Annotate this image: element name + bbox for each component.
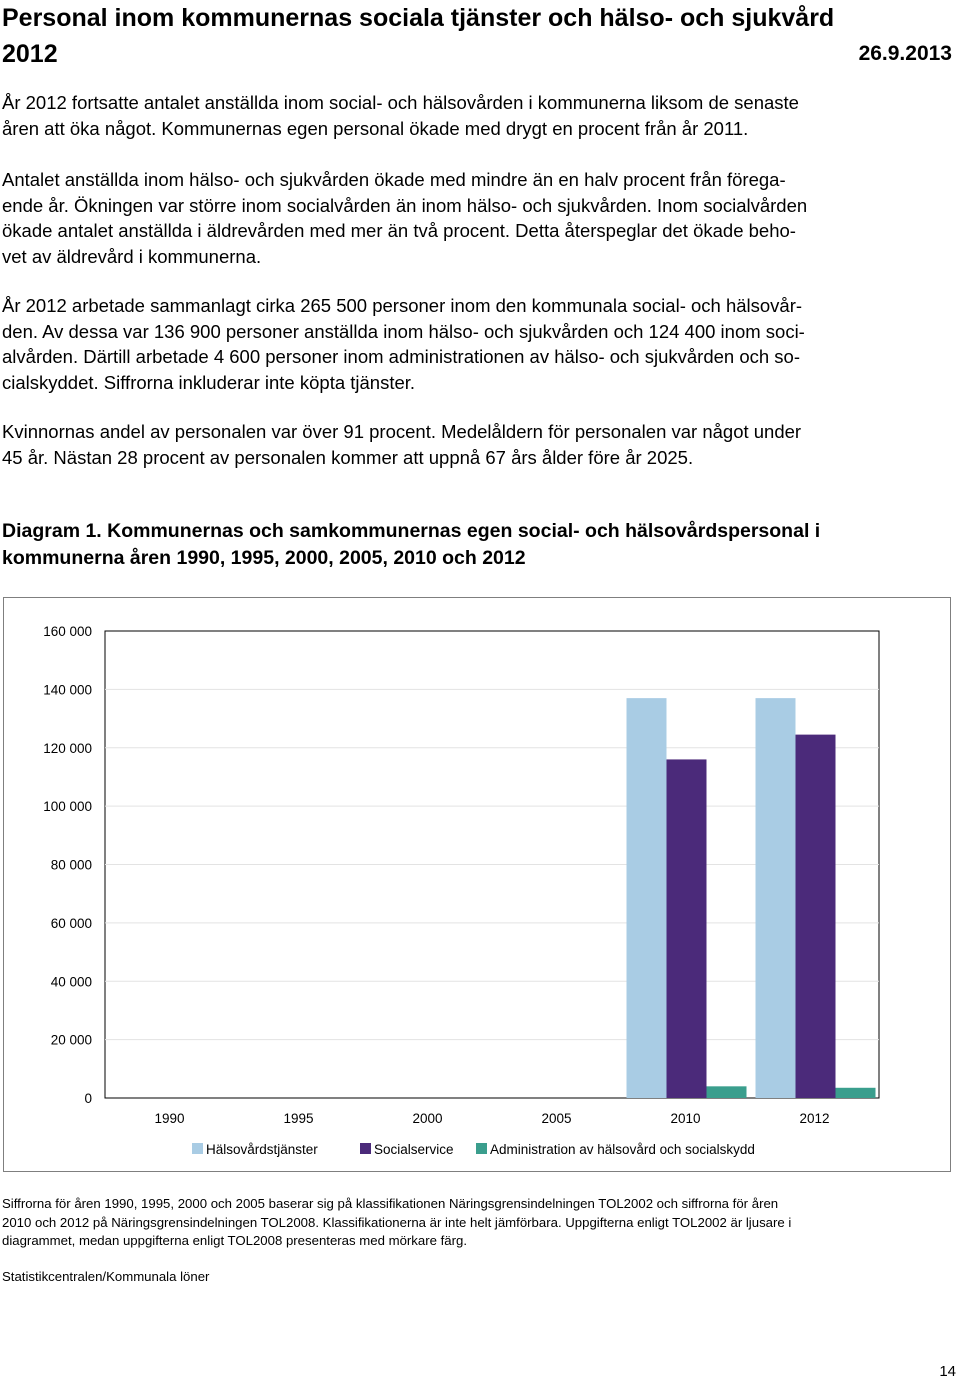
bar	[836, 1088, 876, 1098]
page-number: 14	[939, 1363, 956, 1380]
bar-chart	[4, 598, 950, 1171]
bar	[756, 698, 796, 1098]
paragraph-line: År 2012 fortsatte antalet anställda inom social- och hälsovården i kommunerna liksom de senaste	[2, 92, 799, 113]
paragraph-line: Antalet anställda inom hälso- och sjukvården ökade med mindre än en halv procent från förega-	[2, 169, 786, 190]
diagram-label: Diagram 1.	[2, 520, 102, 542]
x-tick-label: 1995	[283, 1111, 314, 1126]
footnote-line: 2010 och 2012 på Näringsgrensindelningen TOL2008. Klassifikationerna är inte helt jämförbara. Uppgifterna enligt TOL2002 är ljusare i	[2, 1214, 792, 1230]
x-tick-label: 2010	[670, 1111, 701, 1126]
bar	[707, 1086, 747, 1098]
paragraph-line: cialskyddet. Siffrorna inkluderar inte köpta tjänster.	[2, 371, 416, 393]
footnote-line: diagrammet, medan uppgifterna enligt TOL2008 presenteras med mörkare färg.	[2, 1233, 467, 1248]
paragraph-4	[2, 419, 954, 470]
paragraph-line: åren att öka något. Kommunernas egen personal ökade med drygt en procent från år 2011.	[2, 117, 749, 139]
footnote-line: Siffrorna för åren 1990, 1995, 2000 och 2005 baserar sig på klassifikationen Näringsgrensindelningen TOL2002 och siffrorna för åren	[2, 1196, 779, 1211]
x-tick-label: 2005	[541, 1111, 572, 1126]
y-tick-label: 140 000	[43, 682, 92, 698]
paragraph-3	[2, 293, 954, 395]
y-tick-label: 20 000	[50, 1032, 92, 1048]
bar	[796, 735, 836, 1098]
y-tick-label: 60 000	[50, 915, 92, 931]
title-year: 2012	[2, 40, 58, 68]
page-title	[2, 0, 952, 72]
paragraph-line: ende år. Ökningen var större inom socialvården än inom hälso- och sjukvården. Inom socialvården	[2, 194, 808, 216]
legend-label: Administration av hälsovård och socialskydd	[490, 1142, 755, 1157]
diagram-title-line-2: kommunerna åren 1990, 1995, 2000, 2005, 2010 och 2012	[2, 547, 526, 569]
paragraph-line: Kvinnornas andel av personalen var över 91 procent. Medelåldern för personalen var något under	[2, 421, 802, 442]
legend-swatch	[476, 1143, 487, 1154]
legend-swatch	[192, 1143, 203, 1154]
y-tick-label: 80 000	[50, 857, 92, 873]
paragraph-line: År 2012 arbetade sammanlagt cirka 265 500 personer inom den kommunala social- och hälsovår-	[2, 295, 803, 316]
paragraph-line: alvården. Därtill arbetade 4 600 personer inom administrationen av hälso- och sjukvården och so-	[2, 346, 800, 367]
bar	[667, 759, 707, 1098]
paragraph-line: ökade antalet anställda i äldrevården med mer än två procent. Detta återspeglar det ökade beho-	[2, 220, 796, 241]
legend-label: Socialservice	[374, 1142, 454, 1157]
paragraph-line: den. Av dessa var 136 900 personer anställda inom hälso- och sjukvården och 124 400 inom soci-	[2, 320, 805, 342]
paragraph-line: 45 år. Nästan 28 procent av personalen kommer att uppnå 67 års ålder före år 2025.	[2, 446, 694, 468]
x-tick-label: 2012	[799, 1111, 830, 1126]
bar	[627, 698, 667, 1098]
y-tick-label: 0	[84, 1091, 92, 1106]
publication-date: 26.9.2013	[858, 42, 952, 65]
chart-footnote	[2, 1195, 957, 1251]
y-tick-label: 160 000	[43, 624, 92, 639]
x-tick-label: 1990	[154, 1111, 185, 1126]
y-tick-label: 120 000	[43, 740, 92, 756]
diagram-title-line-1: Kommunernas och samkommunernas egen social- och hälsovårdspersonal i	[107, 520, 821, 542]
x-tick-label: 2000	[412, 1111, 443, 1126]
y-tick-label: 100 000	[43, 799, 92, 815]
paragraph-2	[2, 167, 954, 269]
diagram-title	[2, 518, 957, 572]
legend-swatch	[360, 1143, 371, 1154]
paragraph-line: vet av äldrevård i kommunerna.	[2, 245, 262, 267]
source-note: Statistikcentralen/Kommunala löner	[2, 1269, 210, 1284]
title-line-1: Personal inom kommunernas sociala tjänster och hälso- och sjukvård	[2, 4, 835, 32]
y-tick-label: 40 000	[50, 974, 92, 990]
legend-label: Hälsovårdstjänster	[206, 1142, 318, 1157]
chart-frame	[3, 597, 951, 1172]
paragraph-1	[2, 90, 954, 141]
